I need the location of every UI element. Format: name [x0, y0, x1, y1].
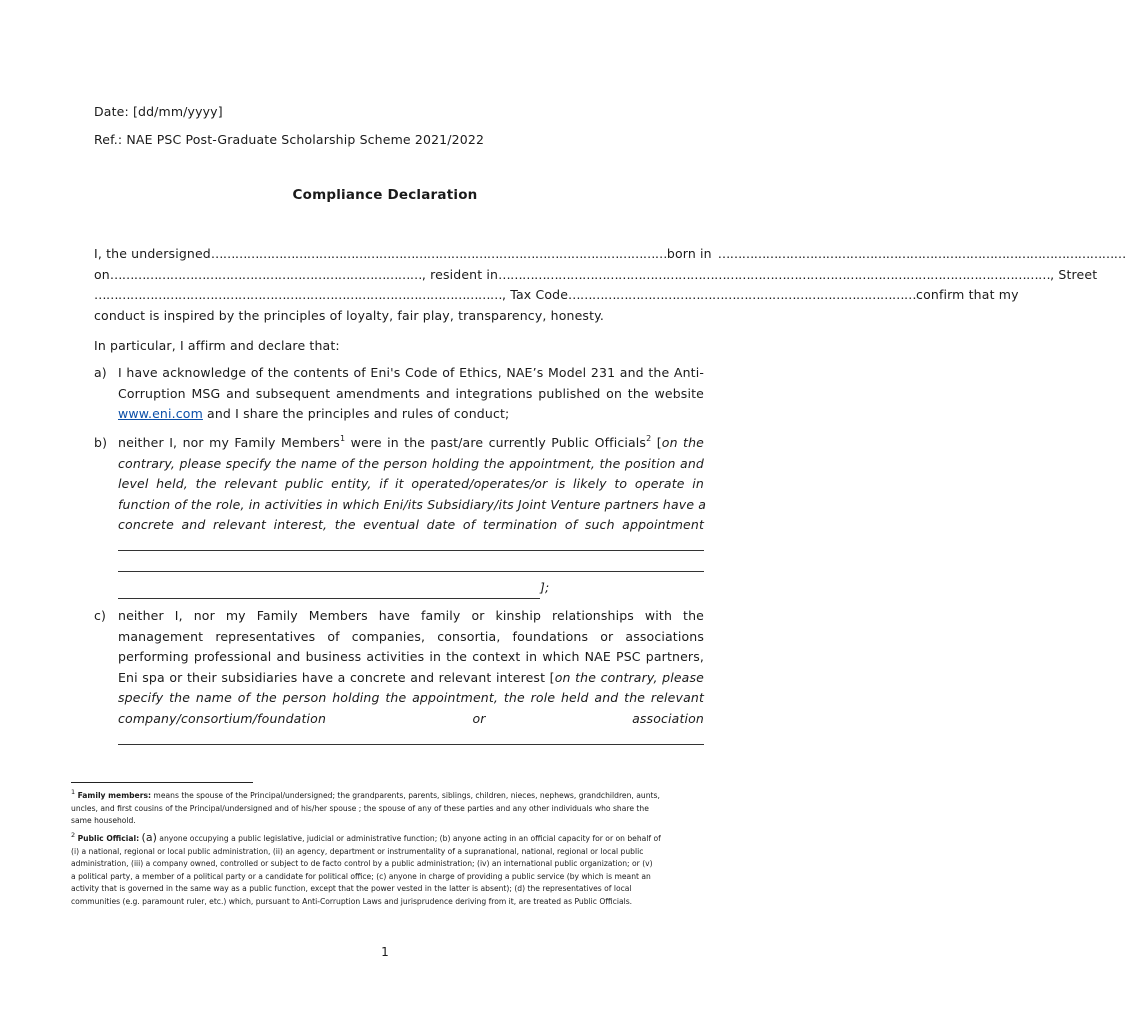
page-number: 1 [381, 945, 389, 959]
footnote-ref-1[interactable]: 1 [339, 434, 346, 443]
appointment-blank-line-3[interactable] [118, 584, 540, 599]
relationship-blank-line[interactable] [118, 730, 704, 745]
date-line: Date: [dd/mm/yyyy] [94, 104, 223, 119]
list-label-a: a) [94, 365, 107, 380]
intro-line-3: ………………………………………………………………………………………… , Tax Code …………………………………………………………………………… confirm that my [94, 285, 704, 306]
footnote-separator [71, 782, 253, 783]
intro-paragraph [94, 244, 1126, 326]
reference-line: Ref.: NAE PSC Post-Graduate Scholarship Scheme 2021/2022 [94, 132, 485, 147]
footnote-ref-2[interactable]: 2 [646, 434, 652, 443]
tax-code-fill-dots[interactable]: …………………………………………………………………………… [568, 287, 917, 303]
in-particular-line: In particular, I affirm and declare that: [94, 338, 340, 353]
list-item-c: c) neither I, nor my Family Members have family or kinship relationships with the management representatives of companies, consortia, foundations or associations performing professional and business activities in the context in which NAE PSC partners, Eni spa or their subsidiaries have a concrete and relevant interest [on the contrary, please specify the name of the person holding the appointment, the role held and the relevant company/consortium/foundation or association [94, 606, 704, 751]
list-label-c: c) [94, 608, 107, 623]
appointment-blank-line-1[interactable] [118, 536, 704, 551]
list-item-b: b) neither I, nor my Family Members$^1$ were in the past/are currently Public Officials$^2$ [on the contrary, please specify the name of the person holding the appointment, the position and level held, the relevant public entity, if it operated/operates/or is likely to operate in function of the role, in activities in which Eni/its Subsidiary/its Joint Venture partners have a concrete and relevant interest, the eventual date of termination of such appointment ]; [94, 433, 704, 599]
name-fill-dots[interactable]: …………………………………………………………………………………………………… [210, 246, 667, 261]
eni-website-link[interactable]: www.eni.com [118, 406, 203, 422]
intro-line-4: conduct is inspired by the principles of loyalty, fair play, transparency, honesty. [94, 307, 605, 323]
birthplace-fill-dots[interactable]: ………………………………………………………………………………………… [717, 246, 1126, 261]
intro-line-2: on …………………………………………………………………… , resident in ………………………………………………………………………………………………………………………… , Street [94, 265, 704, 286]
birthdate-fill-dots[interactable]: …………………………………………………………………… [109, 266, 422, 282]
footnote-1: $^1$ Family members: means the spouse of the Principal/undersigned; the grandparents, parents, siblings, children, nieces, nephews, grandchildren, aunts, uncles, and first cousins of the Principal/undersigned and of his/her spouse ; the spouse of any of these parties and any other individuals who share the same household. [71, 788, 660, 826]
page-title: Compliance Declaration [292, 187, 478, 203]
appointment-blank-line-2[interactable] [118, 557, 704, 572]
residence-fill-dots[interactable]: ………………………………………………………………………………………………………………………… [498, 266, 1051, 282]
list-label-b: b) [94, 435, 108, 450]
intro-line-1: I, the undersigned …………………………………………………………………………………………………… born in ………………………………………………………………………………………… [94, 244, 704, 265]
footnote-2: $^2$ Public Official: (a) anyone occupying a public legislative, judicial or administrative function; (b) anyone acting in an official capacity for or on behalf of (i) a national, regional or local public administration, (ii) an agency, department or instrumentality of a supranational, national, regional or local public administration, (iii) a company owned, controlled or subject to de facto control by a public administration; (iv) an international public organization; or (v) a political party, a member of a political party or a candidate for political office; (c) anyone in charge of providing a public service (by which is meant an activity that is governed in the same way as a public function, except that the power vested in the latter is absent); (d) the representatives of local communities (e.g. paramount ruler, etc.) which, pursuant to Anti-Corruption Laws and jurisprudence deriving from it, are treated as Public Officials. [71, 831, 661, 906]
list-item-a: a) I have acknowledge of the contents of Eni's Code of Ethics, NAE’s Model 231 and the Anti- Corruption MSG and subsequent amendments and integrations published on the website www.eni.com and I share the principles and rules of conduct; [94, 365, 704, 422]
street-fill-dots[interactable]: ………………………………………………………………………………………… [94, 287, 502, 303]
